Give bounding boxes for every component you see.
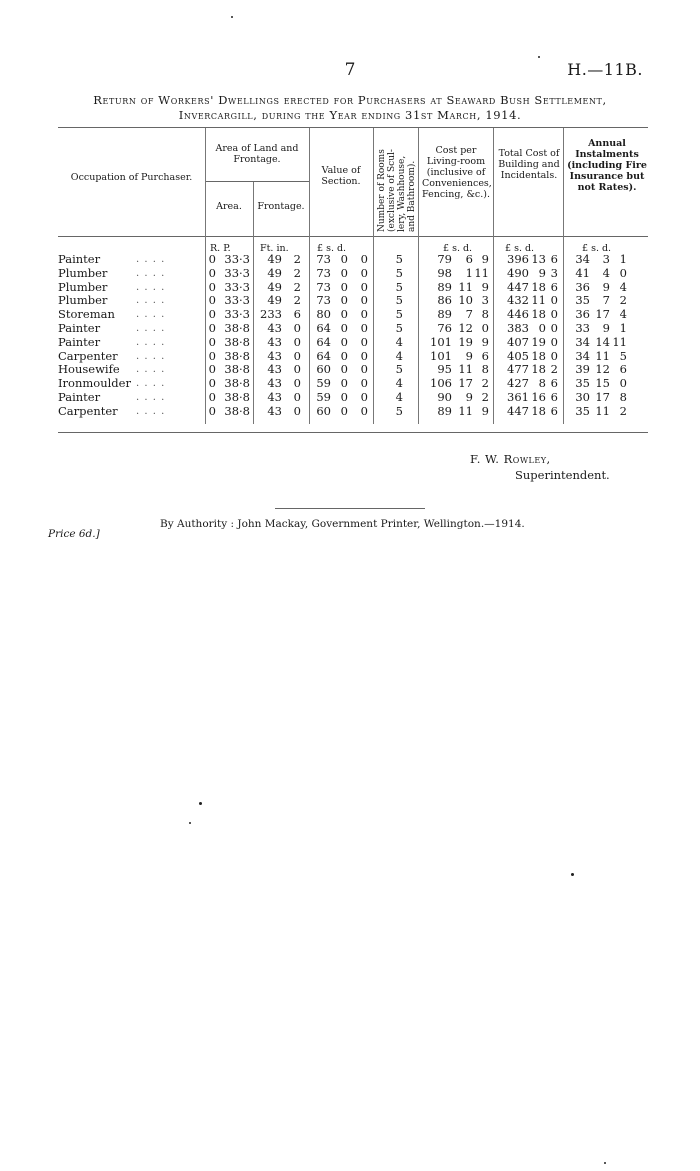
area-r-cell: 0 [208, 252, 216, 266]
t-d-cell: 6 [550, 376, 558, 391]
occupation-cell: Housewife [58, 362, 120, 377]
i-d-cell: 0 [619, 376, 627, 391]
c-s-cell: 9 [465, 390, 473, 404]
v-l-cell: 80 [316, 307, 331, 322]
i-l-cell: 34 [575, 348, 590, 363]
i-l-cell: 35 [575, 376, 590, 391]
ft-cell: 43 [267, 348, 282, 363]
column-divider [205, 128, 206, 424]
rooms-cell: 5 [395, 403, 403, 418]
i-d-cell: 6 [619, 362, 627, 377]
in-cell: 0 [293, 362, 301, 377]
header-occupation: Occupation of Purchaser. [70, 172, 193, 183]
rooms-cell: 5 [395, 252, 403, 266]
printer-authority: By Authority : John Mackay, Government Printer, Wellington.—1914. [160, 518, 525, 530]
i-l-cell: 35 [575, 403, 590, 418]
v-s-cell: 0 [340, 307, 348, 322]
header-rooms-line: and Bathroom). [407, 160, 417, 232]
v-l-cell: 64 [316, 348, 331, 363]
t-s-cell: 8 [538, 376, 546, 391]
c-d-cell: 9 [481, 334, 489, 349]
paper-speck [199, 802, 202, 805]
ft-cell: 49 [267, 252, 282, 266]
t-d-cell: 3 [550, 265, 558, 280]
in-cell: 0 [293, 390, 301, 404]
unit-total: £ s. d. [505, 243, 535, 254]
v-l-cell: 60 [316, 403, 331, 418]
signatory-name: F. W. Rowley, [470, 452, 551, 466]
v-s-cell: 0 [340, 321, 348, 335]
leader-dots: . . . . [136, 405, 166, 417]
column-divider [253, 182, 254, 424]
paper-speck [538, 56, 540, 58]
in-cell: 0 [293, 376, 301, 391]
t-d-cell: 0 [550, 348, 558, 363]
t-d-cell: 0 [550, 307, 558, 322]
i-d-cell: 4 [619, 307, 627, 322]
leader-dots: . . . . [136, 295, 166, 307]
area-subheader-rule [205, 181, 309, 182]
t-d-cell: 2 [550, 362, 558, 377]
in-cell: 2 [293, 252, 301, 266]
v-s-cell: 0 [340, 252, 348, 266]
leader-dots: . . . . [136, 267, 166, 279]
t-d-cell: 0 [550, 321, 558, 335]
i-l-cell: 33 [575, 321, 590, 335]
t-l-cell: 405 [507, 348, 529, 363]
in-cell: 2 [293, 265, 301, 280]
t-s-cell: 18 [531, 307, 546, 322]
v-l-cell: 73 [316, 265, 331, 280]
v-d-cell: 0 [360, 348, 368, 363]
c-l-cell: 79 [437, 252, 452, 266]
t-d-cell: 0 [550, 334, 558, 349]
v-l-cell: 64 [316, 321, 331, 335]
c-l-cell: 76 [437, 321, 452, 335]
occupation-cell: Painter [58, 321, 101, 335]
i-s-cell: 15 [595, 376, 610, 391]
area-p-cell: 38·8 [224, 334, 250, 349]
t-l-cell: 446 [507, 307, 529, 322]
v-l-cell: 59 [316, 376, 331, 391]
t-l-cell: 361 [507, 390, 529, 404]
header-rooms-line: Number of Rooms [377, 149, 387, 232]
t-s-cell: 0 [538, 321, 546, 335]
v-s-cell: 0 [340, 293, 348, 308]
t-s-cell: 18 [531, 348, 546, 363]
table-top-rule [58, 127, 648, 128]
column-divider [493, 128, 494, 424]
c-d-cell: 8 [481, 307, 489, 322]
i-d-cell: 5 [619, 348, 627, 363]
area-r-cell: 0 [208, 348, 216, 363]
ft-cell: 43 [267, 376, 282, 391]
c-l-cell: 90 [437, 390, 452, 404]
area-p-cell: 38·8 [224, 348, 250, 363]
ft-cell: 49 [267, 265, 282, 280]
area-p-cell: 38·8 [224, 376, 250, 391]
header-bottom-rule [58, 236, 648, 237]
ft-cell: 43 [267, 362, 282, 377]
v-d-cell: 0 [360, 334, 368, 349]
v-d-cell: 0 [360, 321, 368, 335]
v-s-cell: 0 [340, 403, 348, 418]
i-s-cell: 9 [602, 321, 610, 335]
area-p-cell: 38·8 [224, 321, 250, 335]
c-s-cell: 7 [465, 307, 473, 322]
t-d-cell: 6 [550, 390, 558, 404]
i-l-cell: 41 [575, 265, 590, 280]
c-s-cell: 11 [458, 279, 473, 294]
occupation-cell: Painter [58, 390, 101, 404]
header-rooms-line: (exclusive of Scul- [387, 149, 397, 232]
area-r-cell: 0 [208, 279, 216, 294]
c-l-cell: 86 [437, 293, 452, 308]
leader-dots: . . . . [136, 281, 166, 293]
i-d-cell: 2 [619, 293, 627, 308]
t-d-cell: 6 [550, 279, 558, 294]
rooms-cell: 5 [395, 293, 403, 308]
c-d-cell: 11 [474, 265, 489, 280]
ft-cell: 43 [267, 321, 282, 335]
i-s-cell: 11 [595, 403, 610, 418]
column-divider [373, 128, 374, 424]
i-d-cell: 11 [612, 334, 627, 349]
paper-speck [571, 873, 574, 876]
area-r-cell: 0 [208, 403, 216, 418]
t-l-cell: 477 [507, 362, 529, 377]
c-s-cell: 17 [458, 376, 473, 391]
v-d-cell: 0 [360, 362, 368, 377]
v-l-cell: 64 [316, 334, 331, 349]
v-l-cell: 73 [316, 279, 331, 294]
unit-value: £ s. d. [317, 243, 347, 254]
i-d-cell: 1 [619, 321, 627, 335]
v-s-cell: 0 [340, 334, 348, 349]
leader-dots: . . . . [136, 323, 166, 334]
i-d-cell: 8 [619, 390, 627, 404]
v-s-cell: 0 [340, 279, 348, 294]
c-l-cell: 89 [437, 403, 452, 418]
ft-cell: 49 [267, 279, 282, 294]
ft-cell: 43 [267, 390, 282, 404]
header-instalments: Annual Instalments (including Fire Insurance but not Rates). [567, 138, 647, 193]
t-s-cell: 16 [531, 390, 546, 404]
area-r-cell: 0 [208, 390, 216, 404]
ft-cell: 43 [267, 403, 282, 418]
page-number: 7 [344, 60, 356, 80]
v-d-cell: 0 [360, 307, 368, 322]
v-d-cell: 0 [360, 293, 368, 308]
area-r-cell: 0 [208, 265, 216, 280]
area-p-cell: 33·3 [224, 293, 250, 308]
in-cell: 0 [293, 348, 301, 363]
header-total-cost: Total Cost of Building and Incidentals. [498, 148, 560, 181]
area-r-cell: 0 [208, 334, 216, 349]
t-d-cell: 6 [550, 252, 558, 266]
i-s-cell: 17 [595, 390, 610, 404]
header-value: Value of Section. [321, 165, 361, 187]
t-l-cell: 396 [507, 252, 529, 266]
i-d-cell: 2 [619, 403, 627, 418]
occupation-cell: Painter [58, 252, 101, 266]
i-d-cell: 0 [619, 265, 627, 280]
in-cell: 0 [293, 321, 301, 335]
column-divider [309, 128, 310, 424]
i-s-cell: 12 [595, 362, 610, 377]
i-s-cell: 4 [602, 265, 610, 280]
i-l-cell: 39 [575, 362, 590, 377]
price-note: Price 6d.] [48, 528, 100, 540]
t-l-cell: 383 [507, 321, 529, 335]
v-d-cell: 0 [360, 376, 368, 391]
rooms-cell: 5 [395, 279, 403, 294]
leader-dots: . . . . [136, 350, 166, 362]
unit-instalments: £ s. d. [582, 243, 612, 254]
c-d-cell: 9 [481, 403, 489, 418]
occupation-cell: Ironmoulder [58, 376, 131, 391]
header-area-land: Area of Land and Frontage. [215, 143, 299, 165]
v-l-cell: 59 [316, 390, 331, 404]
header-area: Area. [216, 201, 242, 212]
i-l-cell: 36 [575, 307, 590, 322]
area-p-cell: 33·3 [224, 252, 250, 266]
c-s-cell: 1 [465, 265, 473, 280]
table-title-line-1: Return of Workers' Dwellings erected for Purchasers at Seaward Bush Settlement, [93, 93, 607, 107]
t-l-cell: 432 [507, 293, 529, 308]
v-d-cell: 0 [360, 403, 368, 418]
t-l-cell: 490 [507, 265, 529, 280]
c-s-cell: 19 [458, 334, 473, 349]
area-p-cell: 33·3 [224, 265, 250, 280]
leader-dots: . . . . [136, 364, 166, 376]
v-d-cell: 0 [360, 265, 368, 280]
t-s-cell: 13 [531, 252, 546, 266]
occupation-cell: Plumber [58, 279, 108, 294]
t-s-cell: 18 [531, 403, 546, 418]
t-l-cell: 447 [507, 403, 529, 418]
occupation-cell: Carpenter [58, 348, 118, 363]
occupation-cell: Painter [58, 334, 101, 349]
leader-dots: . . . . [136, 336, 166, 348]
v-s-cell: 0 [340, 348, 348, 363]
i-s-cell: 7 [602, 293, 610, 308]
rooms-cell: 5 [395, 265, 403, 280]
t-l-cell: 427 [507, 376, 529, 391]
in-cell: 2 [293, 279, 301, 294]
header-rooms-line: lery, Washhouse, [397, 155, 407, 232]
column-divider [418, 128, 419, 424]
c-d-cell: 2 [481, 390, 489, 404]
c-l-cell: 101 [430, 348, 452, 363]
i-s-cell: 14 [595, 334, 610, 349]
area-r-cell: 0 [208, 362, 216, 377]
area-p-cell: 33·3 [224, 307, 250, 322]
v-d-cell: 0 [360, 390, 368, 404]
i-s-cell: 9 [602, 279, 610, 294]
c-d-cell: 9 [481, 252, 489, 266]
table-bottom-rule [58, 432, 648, 433]
i-s-cell: 3 [602, 252, 610, 266]
v-s-cell: 0 [340, 362, 348, 377]
leader-dots: . . . . [136, 378, 166, 390]
t-s-cell: 19 [531, 334, 546, 349]
i-l-cell: 35 [575, 293, 590, 308]
unit-area: R. P. [210, 243, 231, 254]
v-l-cell: 60 [316, 362, 331, 377]
ft-cell: 233 [260, 307, 282, 322]
paper-speck [189, 822, 191, 824]
i-d-cell: 1 [619, 252, 627, 266]
signatory-title: Superintendent. [515, 468, 610, 482]
c-s-cell: 12 [458, 321, 473, 335]
rooms-cell: 4 [395, 348, 403, 363]
rooms-cell: 5 [395, 362, 403, 377]
i-l-cell: 30 [575, 390, 590, 404]
i-s-cell: 11 [595, 348, 610, 363]
i-d-cell: 4 [619, 279, 627, 294]
paper-speck [604, 1162, 606, 1164]
c-l-cell: 89 [437, 307, 452, 322]
c-s-cell: 11 [458, 362, 473, 377]
t-d-cell: 6 [550, 403, 558, 418]
c-l-cell: 98 [437, 265, 452, 280]
document-code: H.—11B. [567, 60, 643, 79]
area-p-cell: 33·3 [224, 279, 250, 294]
leader-dots: . . . . [136, 309, 166, 321]
unit-frontage: Ft. in. [260, 243, 289, 254]
c-s-cell: 6 [465, 252, 473, 266]
t-l-cell: 447 [507, 279, 529, 294]
i-s-cell: 17 [595, 307, 610, 322]
c-s-cell: 10 [458, 293, 473, 308]
c-d-cell: 8 [481, 362, 489, 377]
t-s-cell: 9 [538, 265, 546, 280]
table-title-line-2: Invercargill, during the Year ending 31st March, 1914. [178, 108, 522, 122]
unit-cost: £ s. d. [443, 243, 473, 254]
area-p-cell: 38·8 [224, 390, 250, 404]
c-d-cell: 2 [481, 376, 489, 391]
area-r-cell: 0 [208, 321, 216, 335]
v-s-cell: 0 [340, 376, 348, 391]
column-divider [563, 128, 564, 424]
area-r-cell: 0 [208, 293, 216, 308]
paper-speck [231, 16, 233, 18]
in-cell: 2 [293, 293, 301, 308]
t-s-cell: 18 [531, 279, 546, 294]
v-l-cell: 73 [316, 252, 331, 266]
area-r-cell: 0 [208, 376, 216, 391]
c-l-cell: 106 [430, 376, 452, 391]
c-l-cell: 101 [430, 334, 452, 349]
t-s-cell: 18 [531, 362, 546, 377]
v-s-cell: 0 [340, 265, 348, 280]
c-l-cell: 95 [437, 362, 452, 377]
leader-dots: . . . . [136, 254, 166, 265]
rooms-cell: 5 [395, 321, 403, 335]
t-d-cell: 0 [550, 293, 558, 308]
occupation-cell: Plumber [58, 293, 108, 308]
area-r-cell: 0 [208, 307, 216, 322]
v-d-cell: 0 [360, 279, 368, 294]
rooms-cell: 4 [395, 334, 403, 349]
c-d-cell: 6 [481, 348, 489, 363]
header-cost-per-room: Cost per Living-room (inclusive of Conveniences, Fencing, &c.). [422, 145, 492, 200]
area-p-cell: 38·8 [224, 403, 250, 418]
header-frontage: Frontage. [257, 201, 305, 212]
t-s-cell: 11 [531, 293, 546, 308]
in-cell: 6 [293, 307, 301, 322]
rooms-cell: 4 [395, 390, 403, 404]
v-l-cell: 73 [316, 293, 331, 308]
c-s-cell: 11 [458, 403, 473, 418]
rooms-cell: 5 [395, 307, 403, 322]
i-l-cell: 36 [575, 279, 590, 294]
c-s-cell: 9 [465, 348, 473, 363]
ft-cell: 43 [267, 334, 282, 349]
t-l-cell: 407 [507, 334, 529, 349]
c-d-cell: 9 [481, 279, 489, 294]
leader-dots: . . . . [136, 392, 166, 403]
area-p-cell: 38·8 [224, 362, 250, 377]
v-d-cell: 0 [360, 252, 368, 266]
i-l-cell: 34 [575, 334, 590, 349]
v-s-cell: 0 [340, 390, 348, 404]
c-d-cell: 0 [481, 321, 489, 335]
c-d-cell: 3 [481, 293, 489, 308]
c-l-cell: 89 [437, 279, 452, 294]
occupation-cell: Plumber [58, 265, 108, 280]
occupation-cell: Carpenter [58, 403, 118, 418]
in-cell: 0 [293, 403, 301, 418]
i-l-cell: 34 [575, 252, 590, 266]
rooms-cell: 4 [395, 376, 403, 391]
footer-rule [275, 508, 425, 509]
ft-cell: 49 [267, 293, 282, 308]
occupation-cell: Storeman [58, 307, 115, 322]
in-cell: 0 [293, 334, 301, 349]
